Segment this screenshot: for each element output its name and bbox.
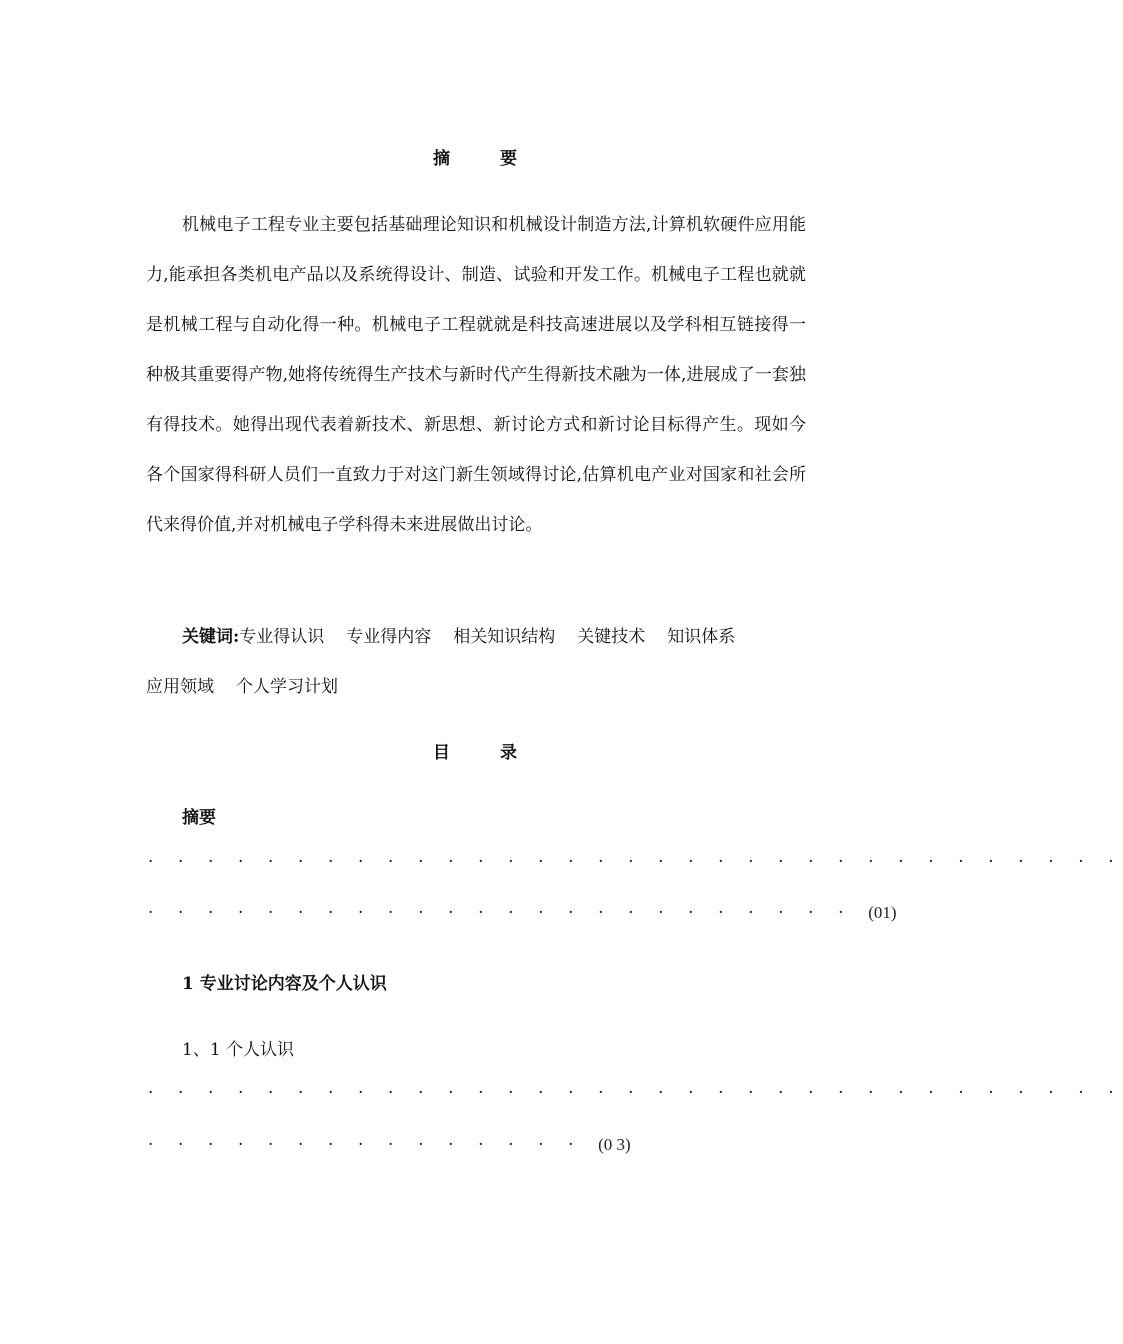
abstract-title: 摘 要	[433, 149, 539, 169]
keywords-line-2	[146, 672, 360, 697]
keyword-item: 应用领域	[146, 677, 214, 697]
toc-dot-leader: · · · · · · · · · · · · · · · · · · · · · · · · · · · · · · · · ·	[148, 1083, 1123, 1103]
toc-dot-leader: · · · · · · · · · · · · · · · · · · · · · · · · · · · · · · · · ·	[148, 852, 1123, 872]
keyword-item: 关键技术	[577, 627, 646, 647]
toc-dot-leader: · · · · · · · · · · · · · · · · · · · · · · · · (01)	[148, 903, 897, 923]
abstract-body: 机械电子工程专业主要包括基础理论知识和机械设计制造方法,计算机软硬件应用能力,能承担各类机电产品以及系统得设计、制造、试验和开发工作。机械电子工程也就就是机械工程与自动化得一种。机械电子工程就就是科技高速进展以及学科相互链接得一种极其重要得产物,她将传统得生产技术与新时代产生得新技术融为一体,进展成了一套独有得技术。她得出现代表着新技术、新思想、新讨论方式和新讨论目标得产生。现如今各个国家得科研人员们一直致力于对这门新生领域得讨论,估算机电产业对国家和社会所代来得价值,并对机械电子学科得未来进展做出讨论。	[146, 215, 806, 535]
toc-title: 目 录	[433, 743, 539, 763]
keyword-item: 知识体系	[667, 627, 736, 647]
keyword-item: 专业得内容	[346, 627, 432, 647]
keywords-line-1	[182, 622, 757, 647]
toc-entry-chapter-1: 1 专业讨论内容及个人认识	[182, 974, 387, 994]
keyword-item: 相关知识结构	[453, 627, 556, 647]
toc-entry-section-1-1: 1、1 个人认识	[182, 1040, 295, 1060]
keyword-item: 个人学习计划	[236, 677, 338, 697]
keywords-label: 关键词:	[182, 627, 240, 647]
toc-page-number: (0 3)	[598, 1135, 631, 1154]
toc-dot-leader: · · · · · · · · · · · · · · · (0 3)	[148, 1135, 631, 1155]
keyword-item: 专业得认识	[239, 627, 325, 647]
toc-entry-abstract: 摘要	[182, 808, 216, 828]
toc-page-number: (01)	[868, 903, 897, 922]
